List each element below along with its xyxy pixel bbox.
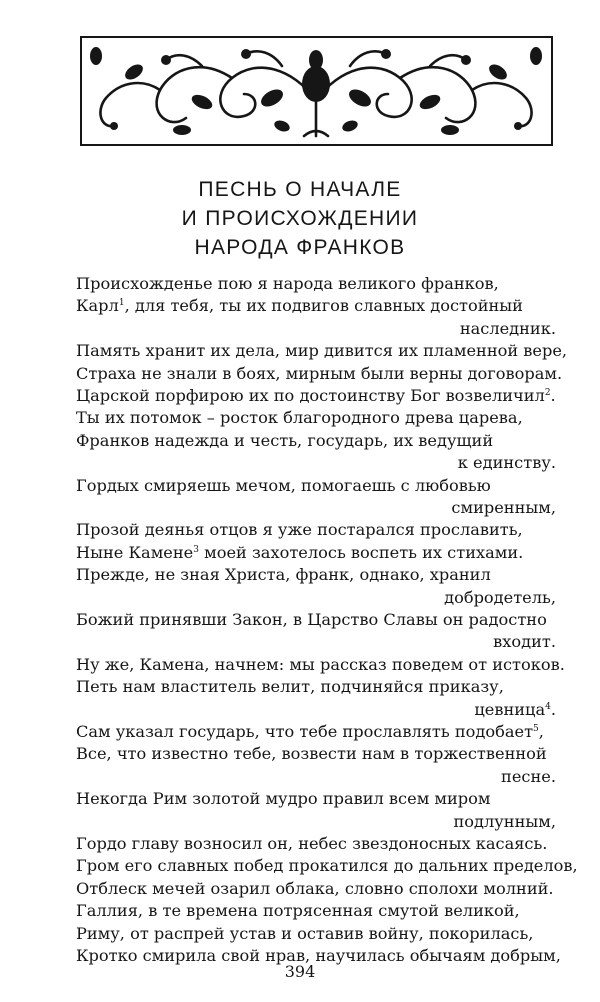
poem-line-tail: . xyxy=(550,386,556,405)
footnote-ref: 1 xyxy=(118,298,125,309)
poem-line-text: Страха не знали в боях, мирным были верны договорам. xyxy=(76,363,563,383)
footnote-ref: 3 xyxy=(193,544,199,555)
poem-line-text: Карл xyxy=(76,296,119,316)
poem-line-text: смиренным, xyxy=(451,498,556,517)
poem-line xyxy=(76,475,556,497)
chapter-title-line-3: НАРОДА ФРАНКОВ xyxy=(194,236,406,259)
poem-line-text: Отблеск мечей озарил облака, словно сполохи молний. xyxy=(76,878,554,898)
poem-line-text: к единству. xyxy=(457,453,556,473)
poem-line xyxy=(76,900,556,922)
poem-line xyxy=(76,273,556,295)
poem-line xyxy=(76,363,563,385)
poem-line-text: цевница xyxy=(474,699,546,719)
poem-line-text: Царской порфирою их по достоинству Бог возвеличил xyxy=(76,386,545,405)
poem-line-text: Гордых смиряешь мечом, помогаешь с любовью xyxy=(76,475,491,495)
poem-line-text: Гром его славных побед прокатился до дальних пределов, xyxy=(76,856,578,876)
poem-line xyxy=(76,855,578,877)
poem-line xyxy=(76,340,568,362)
poem-line-text: Прозой деянья отцов я уже постарался прославить, xyxy=(76,520,523,540)
poem-line-tail: моей захотелось воспеть их стихами. xyxy=(198,542,524,562)
poem-line-text: Сам указал государь, что тебе прославлять подобает xyxy=(76,722,534,741)
chapter-title-line-1: ПЕСНЬ О НАЧАЛЕ xyxy=(198,178,402,201)
footnote-ref: 2 xyxy=(544,388,551,398)
poem-line xyxy=(76,452,556,474)
poem-line xyxy=(76,743,556,765)
poem-line xyxy=(76,811,556,833)
poem-line-text: Некогда Рим золотой мудро правил всем миром xyxy=(76,789,491,809)
poem-line-text: Память хранит их дела, мир дивится их пламенной вере, xyxy=(76,341,568,361)
floral-ornament-icon xyxy=(82,38,551,144)
poem-line-text: Франков надежда и честь, государь, их ведущий xyxy=(76,430,494,450)
poem-line-text: Кротко смирила свой нрав, научилась обычаям добрым, xyxy=(76,946,561,965)
poem-line-text: песне. xyxy=(501,766,556,786)
poem-line xyxy=(76,923,556,945)
poem-line xyxy=(76,609,556,631)
poem-line xyxy=(76,542,556,564)
poem-line-text: Ныне Камене xyxy=(76,542,194,562)
poem-line xyxy=(76,766,556,788)
chapter-title-line-2: И ПРОИСХОЖДЕНИИ xyxy=(181,207,419,230)
poem-line xyxy=(76,519,556,541)
poem-line xyxy=(76,587,556,609)
footnote-ref: 5 xyxy=(533,724,539,734)
poem-line xyxy=(76,878,556,900)
poem-line-text: добродетель, xyxy=(444,587,556,607)
poem-line-text: Божий принявши Закон, в Царство Славы он радостно xyxy=(76,610,547,629)
poem-line-text: Происхожденье пою я народа великого франков, xyxy=(76,274,499,293)
poem-line-text: входит. xyxy=(493,632,556,652)
poem-line-text: Ну же, Камена, начнем: мы рассказ поведем от истоков. xyxy=(76,654,565,674)
ornamental-headpiece xyxy=(80,36,553,146)
page-number: 394 xyxy=(284,962,316,981)
poem-line xyxy=(76,407,556,429)
poem-line-text: наследник. xyxy=(459,318,556,338)
poem-line-tail: , для тебя, ты их подвигов славных достойный xyxy=(124,296,523,316)
footnote-ref: 4 xyxy=(545,701,551,712)
poem-line xyxy=(76,430,556,452)
poem-line-text: Прежде, не зная Христа, франк, однако, хранил xyxy=(76,565,491,585)
poem-line xyxy=(76,295,556,317)
poem-line xyxy=(76,833,556,855)
poem-line-text: Риму, от распрей устав и оставив войну, покорилась, xyxy=(76,923,534,943)
poem-line xyxy=(76,631,556,653)
poem-line xyxy=(76,788,556,810)
poem-line-text: подлунным, xyxy=(453,811,556,831)
poem-line-text: Гордо главу возносил он, небес звездоносных касаясь. xyxy=(76,834,548,853)
poem-line-text: Петь нам властитель велит, подчиняйся приказу, xyxy=(76,677,504,697)
poem-line-tail: . xyxy=(550,699,556,719)
poem-line xyxy=(76,318,556,340)
poem-line xyxy=(76,676,556,698)
poem-line-text: Ты их потомок – росток благородного древа царева, xyxy=(76,408,523,428)
poem-line xyxy=(76,497,556,519)
poem-line-text: Галлия, в те времена потрясенная смутой великой, xyxy=(76,901,520,921)
poem-line xyxy=(76,385,556,407)
poem-line xyxy=(76,564,556,586)
poem-line xyxy=(76,654,565,676)
poem-line-tail: , xyxy=(538,722,544,741)
poem-line xyxy=(76,721,556,743)
poem-line xyxy=(76,699,556,721)
poem-line-text: Все, что известно тебе, возвести нам в торжественной xyxy=(76,744,547,764)
